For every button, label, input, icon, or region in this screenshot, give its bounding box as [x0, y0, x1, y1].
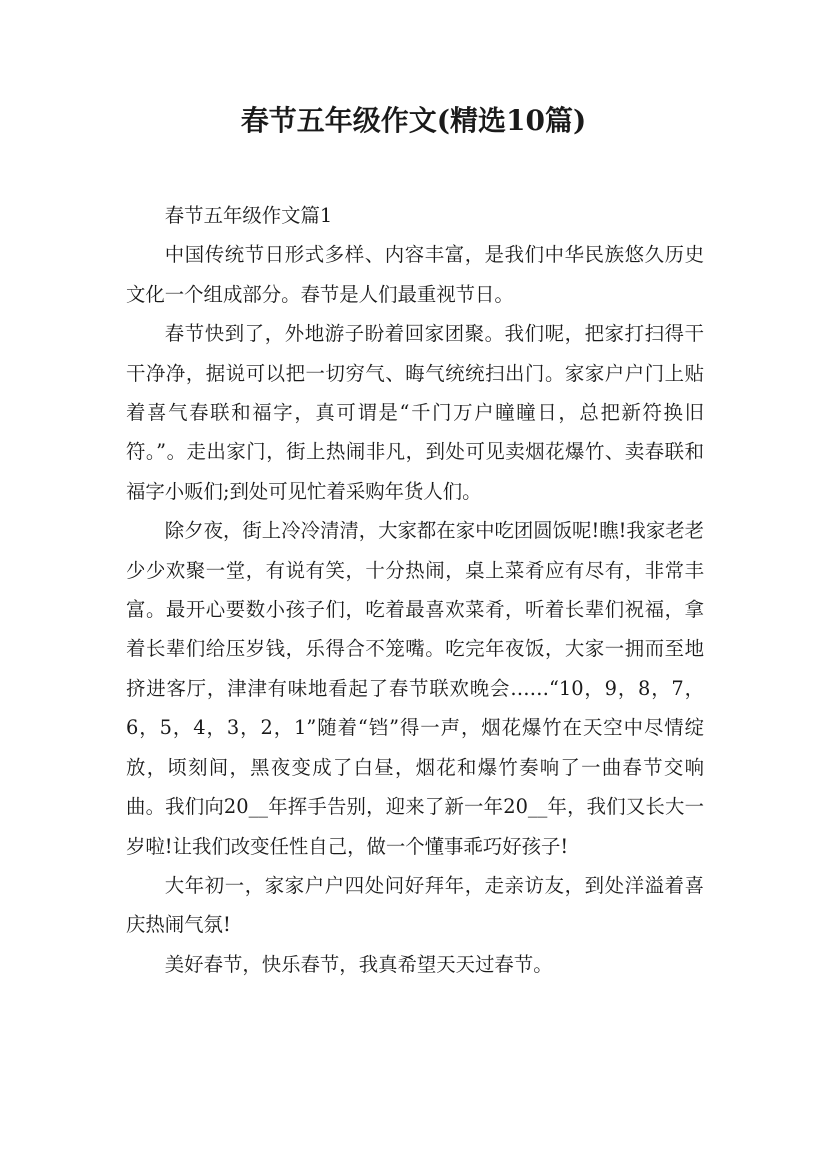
paragraph: 中国传统节日形式多样、内容丰富，是我们中华民族悠久历史文化一个组成部分。春节是人们最重视节日。: [126, 243, 704, 306]
section-heading: 春节五年级作文篇1: [164, 204, 333, 227]
document-body: [126, 196, 704, 984]
paragraph: 除夕夜，街上冷冷清清，大家都在家中吃团圆饭呢!瞧!我家老老少少欢聚一堂，有说有笑，十分热闹，桌上菜肴应有尽有，非常丰富。最开心要数小孩子们，吃着最喜欢菜肴，听着长辈们祝福，拿着长辈们给压岁钱，乐得合不笼嘴。吃完年夜饭，大家一拥而至地挤进客厅，津津有味地看起了春节联欢晚会……“10，9，8，7，6，5，4，3，2，1”随着“铛”得一声，烟花爆竹在天空中尽情绽放，顷刻间，黑夜变成了白昼，烟花和爆竹奏响了一曲春节交响曲。我们向20__年挥手告别，迎来了新一年20__年，我们又长大一岁啦!让我们改变任性自己，做一个懂事乖巧好孩子!: [126, 519, 704, 858]
paragraph: 春节快到了，外地游子盼着回家团聚。我们呢，把家打扫得干干净净，据说可以把一切穷气、晦气统统扫出门。家家户户门上贴着喜气春联和福字，真可谓是“千门万户瞳瞳日，总把新符换旧符。”。走出家门，街上热闹非凡，到处可见卖烟花爆竹、卖春联和福字小贩们;到处可见忙着采购年货人们。: [126, 322, 704, 503]
paragraph: 美好春节，快乐春节，我真希望天天过春节。: [164, 952, 553, 976]
paragraph: 大年初一，家家户户四处问好拜年，走亲访友，到处洋溢着喜庆热闹气氛!: [126, 873, 704, 937]
document-title: 春节五年级作文(精选10篇): [240, 104, 587, 137]
